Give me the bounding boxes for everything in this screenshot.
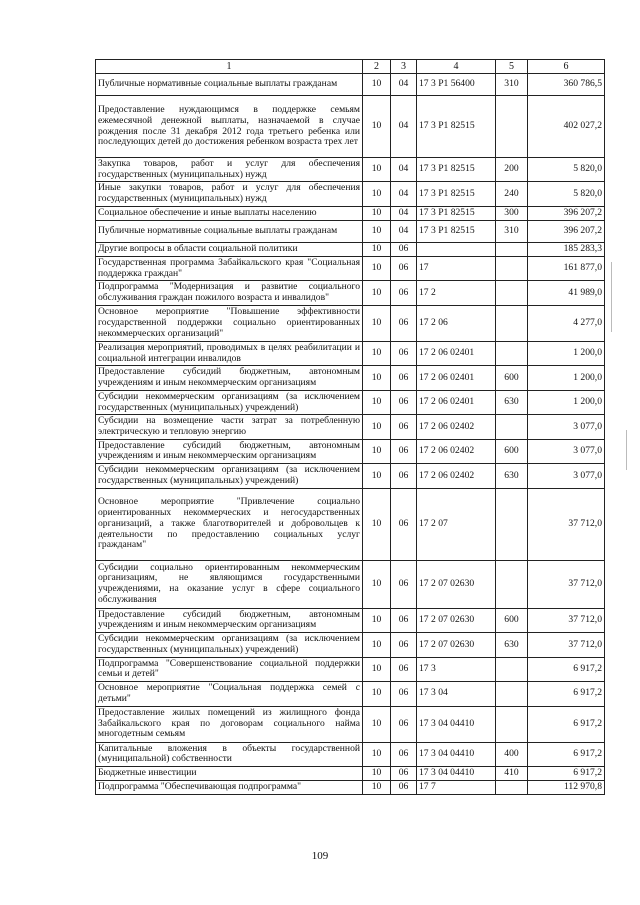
scan-edge-mark: [626, 430, 627, 470]
cell-expense-type: [496, 560, 528, 608]
table-row: [96, 158, 605, 182]
cell-subsection: 06: [391, 488, 417, 560]
cell-amount: 37 712,0: [528, 488, 605, 560]
cell-expense-type: [496, 305, 528, 341]
table-body: [96, 74, 605, 795]
cell-amount: 3 077,0: [528, 415, 605, 439]
cell-target-article: 17 3: [417, 657, 496, 681]
cell-expense-type: 600: [496, 366, 528, 390]
budget-table-container: [95, 59, 604, 795]
table-row: [96, 742, 605, 766]
cell-expense-type: [496, 281, 528, 305]
cell-subsection: 04: [391, 74, 417, 96]
cell-expense-type: [496, 682, 528, 706]
cell-expense-type: [496, 657, 528, 681]
cell-name: Предоставление субсидий бюджетным, автономным учреждениям и иным некоммерческим организациям: [96, 366, 363, 390]
table-row: [96, 682, 605, 706]
column-header: 5: [496, 60, 528, 74]
cell-subsection: 06: [391, 767, 417, 781]
cell-amount: 6 917,2: [528, 657, 605, 681]
table-row: [96, 242, 605, 256]
cell-name: Субсидии некоммерческим организациям (за исключением государственных (муниципальных) учреждений): [96, 464, 363, 488]
cell-expense-type: 300: [496, 206, 528, 220]
page-number: 109: [311, 850, 329, 862]
cell-target-article: 17 2 06 02402: [417, 439, 496, 463]
cell-target-article: 17: [417, 256, 496, 280]
cell-section: 10: [363, 633, 391, 657]
cell-name: Другие вопросы в области социальной политики: [96, 242, 363, 256]
cell-section: 10: [363, 206, 391, 220]
table-row: [96, 182, 605, 206]
cell-subsection: 06: [391, 706, 417, 742]
cell-target-article: 17 2 06 02401: [417, 341, 496, 365]
cell-subsection: 06: [391, 439, 417, 463]
cell-name: Основное мероприятие "Социальная поддержка семей с детьми": [96, 682, 363, 706]
cell-name: Субсидии некоммерческим организациям (за исключением государственных (муниципальных) учреждений): [96, 633, 363, 657]
cell-section: 10: [363, 767, 391, 781]
cell-section: 10: [363, 305, 391, 341]
cell-target-article: 17 3 04: [417, 682, 496, 706]
cell-subsection: 04: [391, 96, 417, 158]
header-row: [96, 60, 605, 74]
cell-amount: 5 820,0: [528, 182, 605, 206]
cell-expense-type: 310: [496, 220, 528, 242]
cell-amount: 37 712,0: [528, 608, 605, 632]
cell-amount: 1 200,0: [528, 390, 605, 414]
cell-expense-type: [496, 341, 528, 365]
cell-section: 10: [363, 242, 391, 256]
cell-subsection: 06: [391, 464, 417, 488]
cell-expense-type: 400: [496, 742, 528, 766]
table-row: [96, 341, 605, 365]
cell-target-article: 17 3 04 04410: [417, 706, 496, 742]
cell-subsection: 06: [391, 305, 417, 341]
cell-amount: 402 027,2: [528, 96, 605, 158]
cell-target-article: 17 3 Р1 82515: [417, 96, 496, 158]
cell-expense-type: 630: [496, 390, 528, 414]
cell-target-article: 17 3 04 04410: [417, 742, 496, 766]
cell-section: 10: [363, 560, 391, 608]
table-row: [96, 206, 605, 220]
cell-amount: 112 970,8: [528, 781, 605, 795]
cell-section: 10: [363, 608, 391, 632]
cell-amount: 1 200,0: [528, 341, 605, 365]
column-header: 1: [96, 60, 363, 74]
table-row: [96, 220, 605, 242]
cell-subsection: 06: [391, 682, 417, 706]
cell-subsection: 04: [391, 158, 417, 182]
cell-amount: 6 917,2: [528, 767, 605, 781]
cell-name: Субсидии некоммерческим организациям (за исключением государственных (муниципальных) учреждений): [96, 390, 363, 414]
cell-name: Предоставление жилых помещений из жилищного фонда Забайкальского края по договорам социального найма многодетным семьям: [96, 706, 363, 742]
cell-target-article: 17 2 07 02630: [417, 560, 496, 608]
cell-expense-type: 240: [496, 182, 528, 206]
cell-subsection: 06: [391, 657, 417, 681]
cell-subsection: 06: [391, 366, 417, 390]
cell-expense-type: [496, 415, 528, 439]
cell-target-article: 17 2 06 02401: [417, 366, 496, 390]
cell-section: 10: [363, 220, 391, 242]
table-row: [96, 366, 605, 390]
cell-section: 10: [363, 281, 391, 305]
cell-name: Реализация мероприятий, проводимых в целях реабилитации и социальной интеграции инвалидов: [96, 341, 363, 365]
cell-expense-type: 200: [496, 158, 528, 182]
cell-amount: 360 786,5: [528, 74, 605, 96]
table-row: [96, 767, 605, 781]
cell-name: Социальное обеспечение и иные выплаты населению: [96, 206, 363, 220]
cell-subsection: 04: [391, 220, 417, 242]
cell-name: Предоставление нуждающимся в поддержке семьям ежемесячной денежной выплаты, назначаемой в случае рождения после 31 декабря 2012 года третьего ребенка или последующих детей до достижения ребенком возраста трех лет: [96, 96, 363, 158]
cell-subsection: 06: [391, 633, 417, 657]
cell-subsection: 06: [391, 415, 417, 439]
cell-name: Предоставление субсидий бюджетным, автономным учреждениям и иным некоммерческим организациям: [96, 608, 363, 632]
cell-name: Публичные нормативные социальные выплаты гражданам: [96, 220, 363, 242]
cell-target-article: [417, 242, 496, 256]
cell-amount: 6 917,2: [528, 742, 605, 766]
cell-subsection: 06: [391, 781, 417, 795]
cell-name: Иные закупки товаров, работ и услуг для обеспечения государственных (муниципальных) нужд: [96, 182, 363, 206]
cell-name: Закупка товаров, работ и услуг для обеспечения государственных (муниципальных) нужд: [96, 158, 363, 182]
cell-expense-type: [496, 256, 528, 280]
table-row: [96, 488, 605, 560]
cell-section: 10: [363, 390, 391, 414]
cell-target-article: 17 2 07 02630: [417, 633, 496, 657]
table-row: [96, 96, 605, 158]
cell-target-article: 17 2 07: [417, 488, 496, 560]
scan-edge-mark: [611, 262, 612, 332]
cell-expense-type: 600: [496, 439, 528, 463]
cell-name: Государственная программа Забайкальского края "Социальная поддержка граждан": [96, 256, 363, 280]
cell-expense-type: 410: [496, 767, 528, 781]
cell-subsection: 04: [391, 182, 417, 206]
cell-name: Подпрограмма "Модернизация и развитие социального обслуживания граждан пожилого возраста и инвалидов": [96, 281, 363, 305]
cell-amount: 161 877,0: [528, 256, 605, 280]
table-row: [96, 415, 605, 439]
cell-section: 10: [363, 341, 391, 365]
cell-subsection: 06: [391, 742, 417, 766]
cell-amount: 37 712,0: [528, 560, 605, 608]
cell-amount: 37 712,0: [528, 633, 605, 657]
cell-name: Подпрограмма "Обеспечивающая подпрограмма": [96, 781, 363, 795]
cell-target-article: 17 2 06 02402: [417, 415, 496, 439]
cell-amount: 3 077,0: [528, 439, 605, 463]
table-row: [96, 608, 605, 632]
cell-amount: 185 283,3: [528, 242, 605, 256]
cell-name: Основное мероприятие "Привлечение социально ориентированных некоммерческих и негосударственных организаций, а также благотворителей и добровольцев к деятельности по предоставлению социальных услуг гражданам": [96, 488, 363, 560]
cell-amount: 396 207,2: [528, 206, 605, 220]
cell-amount: 6 917,2: [528, 706, 605, 742]
table-row: [96, 560, 605, 608]
table-row: [96, 464, 605, 488]
cell-amount: 6 917,2: [528, 682, 605, 706]
cell-expense-type: [496, 781, 528, 795]
cell-amount: 3 077,0: [528, 464, 605, 488]
cell-expense-type: [496, 488, 528, 560]
cell-expense-type: [496, 242, 528, 256]
cell-subsection: 06: [391, 560, 417, 608]
cell-section: 10: [363, 415, 391, 439]
cell-target-article: 17 3 04 04410: [417, 767, 496, 781]
cell-amount: 1 200,0: [528, 366, 605, 390]
cell-target-article: 17 2 06 02401: [417, 390, 496, 414]
cell-name: Капитальные вложения в объекты государственной (муниципальной) собственности: [96, 742, 363, 766]
column-header: 4: [417, 60, 496, 74]
cell-section: 10: [363, 682, 391, 706]
cell-section: 10: [363, 657, 391, 681]
cell-expense-type: 310: [496, 74, 528, 96]
cell-target-article: 17 3 Р1 82515: [417, 206, 496, 220]
column-header: 6: [528, 60, 605, 74]
cell-target-article: 17 2 06 02402: [417, 464, 496, 488]
cell-subsection: 04: [391, 206, 417, 220]
cell-subsection: 06: [391, 608, 417, 632]
table-row: [96, 390, 605, 414]
cell-target-article: 17 2 07 02630: [417, 608, 496, 632]
cell-amount: 5 820,0: [528, 158, 605, 182]
budget-table: [95, 59, 605, 795]
cell-section: 10: [363, 706, 391, 742]
cell-amount: 396 207,2: [528, 220, 605, 242]
table-row: [96, 305, 605, 341]
table-row: [96, 706, 605, 742]
cell-subsection: 06: [391, 281, 417, 305]
table-row: [96, 657, 605, 681]
cell-expense-type: 630: [496, 464, 528, 488]
table-row: [96, 256, 605, 280]
cell-section: 10: [363, 439, 391, 463]
cell-name: Субсидии социально ориентированным некоммерческим организациям, не являющимся государственными учреждениями, на оказание услуг в сфере социального обслуживания: [96, 560, 363, 608]
cell-subsection: 06: [391, 390, 417, 414]
cell-subsection: 06: [391, 341, 417, 365]
cell-section: 10: [363, 96, 391, 158]
cell-name: Предоставление субсидий бюджетным, автономным учреждениям и иным некоммерческим организациям: [96, 439, 363, 463]
cell-name: Субсидии на возмещение части затрат за потребленную электрическую и тепловую энергию: [96, 415, 363, 439]
cell-section: 10: [363, 742, 391, 766]
cell-amount: 41 989,0: [528, 281, 605, 305]
cell-target-article: 17 2: [417, 281, 496, 305]
cell-section: 10: [363, 464, 391, 488]
table-row: [96, 281, 605, 305]
cell-expense-type: 630: [496, 633, 528, 657]
table-row: [96, 781, 605, 795]
column-header: 3: [391, 60, 417, 74]
cell-expense-type: [496, 706, 528, 742]
cell-subsection: 06: [391, 242, 417, 256]
cell-expense-type: [496, 96, 528, 158]
cell-name: Публичные нормативные социальные выплаты гражданам: [96, 74, 363, 96]
cell-target-article: 17 2 06: [417, 305, 496, 341]
cell-section: 10: [363, 182, 391, 206]
cell-amount: 4 277,0: [528, 305, 605, 341]
cell-name: Бюджетные инвестиции: [96, 767, 363, 781]
cell-section: 10: [363, 488, 391, 560]
cell-target-article: 17 3 Р1 82515: [417, 158, 496, 182]
cell-name: Подпрограмма "Совершенствование социальной поддержки семьи и детей": [96, 657, 363, 681]
cell-section: 10: [363, 74, 391, 96]
cell-expense-type: 600: [496, 608, 528, 632]
cell-subsection: 06: [391, 256, 417, 280]
cell-section: 10: [363, 158, 391, 182]
table-row: [96, 633, 605, 657]
cell-target-article: 17 7: [417, 781, 496, 795]
table-row: [96, 74, 605, 96]
cell-target-article: 17 3 Р1 82515: [417, 182, 496, 206]
cell-name: Основное мероприятие "Повышение эффективности государственной поддержки социально ориентированных некоммерческих организаций": [96, 305, 363, 341]
cell-section: 10: [363, 366, 391, 390]
table-row: [96, 439, 605, 463]
cell-target-article: 17 3 Р1 56400: [417, 74, 496, 96]
cell-section: 10: [363, 781, 391, 795]
column-header: 2: [363, 60, 391, 74]
cell-target-article: 17 3 Р1 82515: [417, 220, 496, 242]
cell-section: 10: [363, 256, 391, 280]
